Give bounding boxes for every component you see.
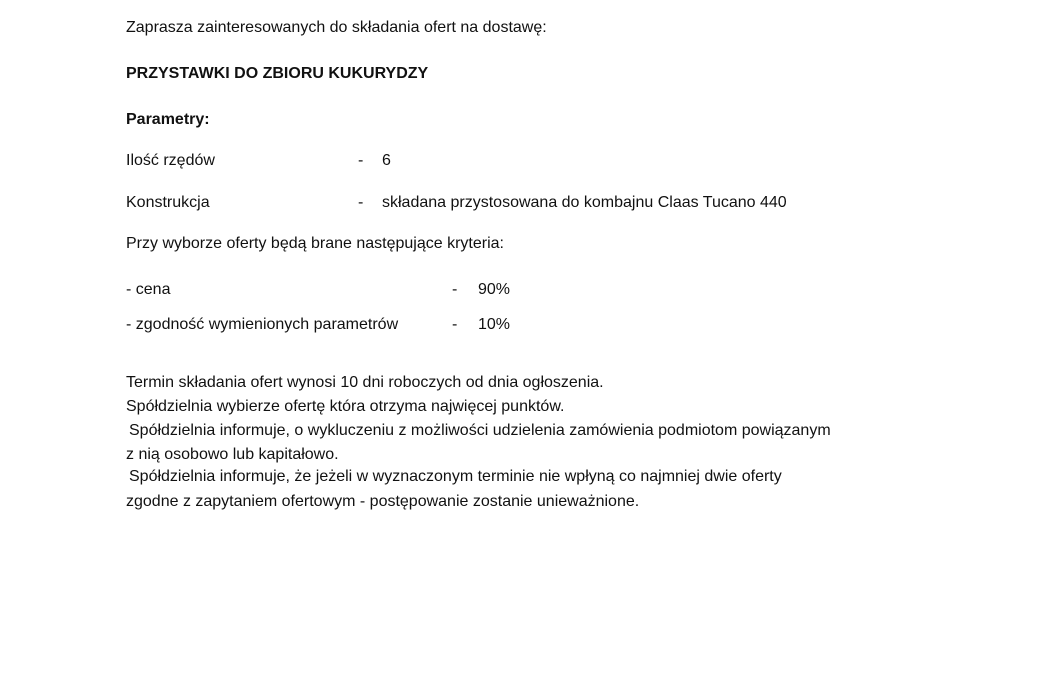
- parameter-dash: -: [358, 152, 364, 169]
- invalidation-paragraph-line1: Spółdzielnia informuje, że jeżeli w wyznaczonym terminie nie wpłyną co najmniej dwie oferty: [129, 468, 782, 485]
- deadline-paragraph: Termin składania ofert wynosi 10 dni roboczych od dnia ogłoszenia.: [126, 374, 604, 391]
- parameters-heading: Parametry:: [126, 111, 210, 128]
- invalidation-paragraph-line2: zgodne z zapytaniem ofertowym - postępowanie zostanie unieważnione.: [126, 493, 640, 510]
- criterion-label: - zgodność wymienionych parametrów: [126, 316, 399, 333]
- parameter-label: Ilość rzędów: [126, 152, 215, 169]
- criterion-label: - cena: [126, 281, 171, 298]
- parameter-dash: -: [358, 194, 364, 211]
- intro-text: Zaprasza zainteresowanych do składania ofert na dostawę:: [126, 19, 547, 36]
- criterion-value: 10%: [478, 316, 511, 333]
- document-title: PRZYSTAWKI DO ZBIORU KUKURYDZY: [126, 65, 429, 82]
- parameter-value: składana przystosowana do kombajnu Claas Tucano 440: [382, 194, 787, 211]
- parameter-value: 6: [382, 152, 391, 169]
- exclusion-paragraph-line1: Spółdzielnia informuje, o wykluczeniu z możliwości udzielenia zamówienia podmiotom powiązanym: [129, 422, 831, 439]
- criteria-heading: Przy wyborze oferty będą brane następujące kryteria:: [126, 235, 504, 252]
- criterion-value: 90%: [478, 281, 511, 298]
- criterion-dash: -: [452, 316, 458, 333]
- selection-paragraph: Spółdzielnia wybierze ofertę która otrzyma najwięcej punktów.: [126, 398, 565, 415]
- parameter-label: Konstrukcja: [126, 194, 210, 211]
- exclusion-paragraph-line2: z nią osobowo lub kapitałowo.: [126, 446, 339, 463]
- criterion-dash: -: [452, 281, 458, 298]
